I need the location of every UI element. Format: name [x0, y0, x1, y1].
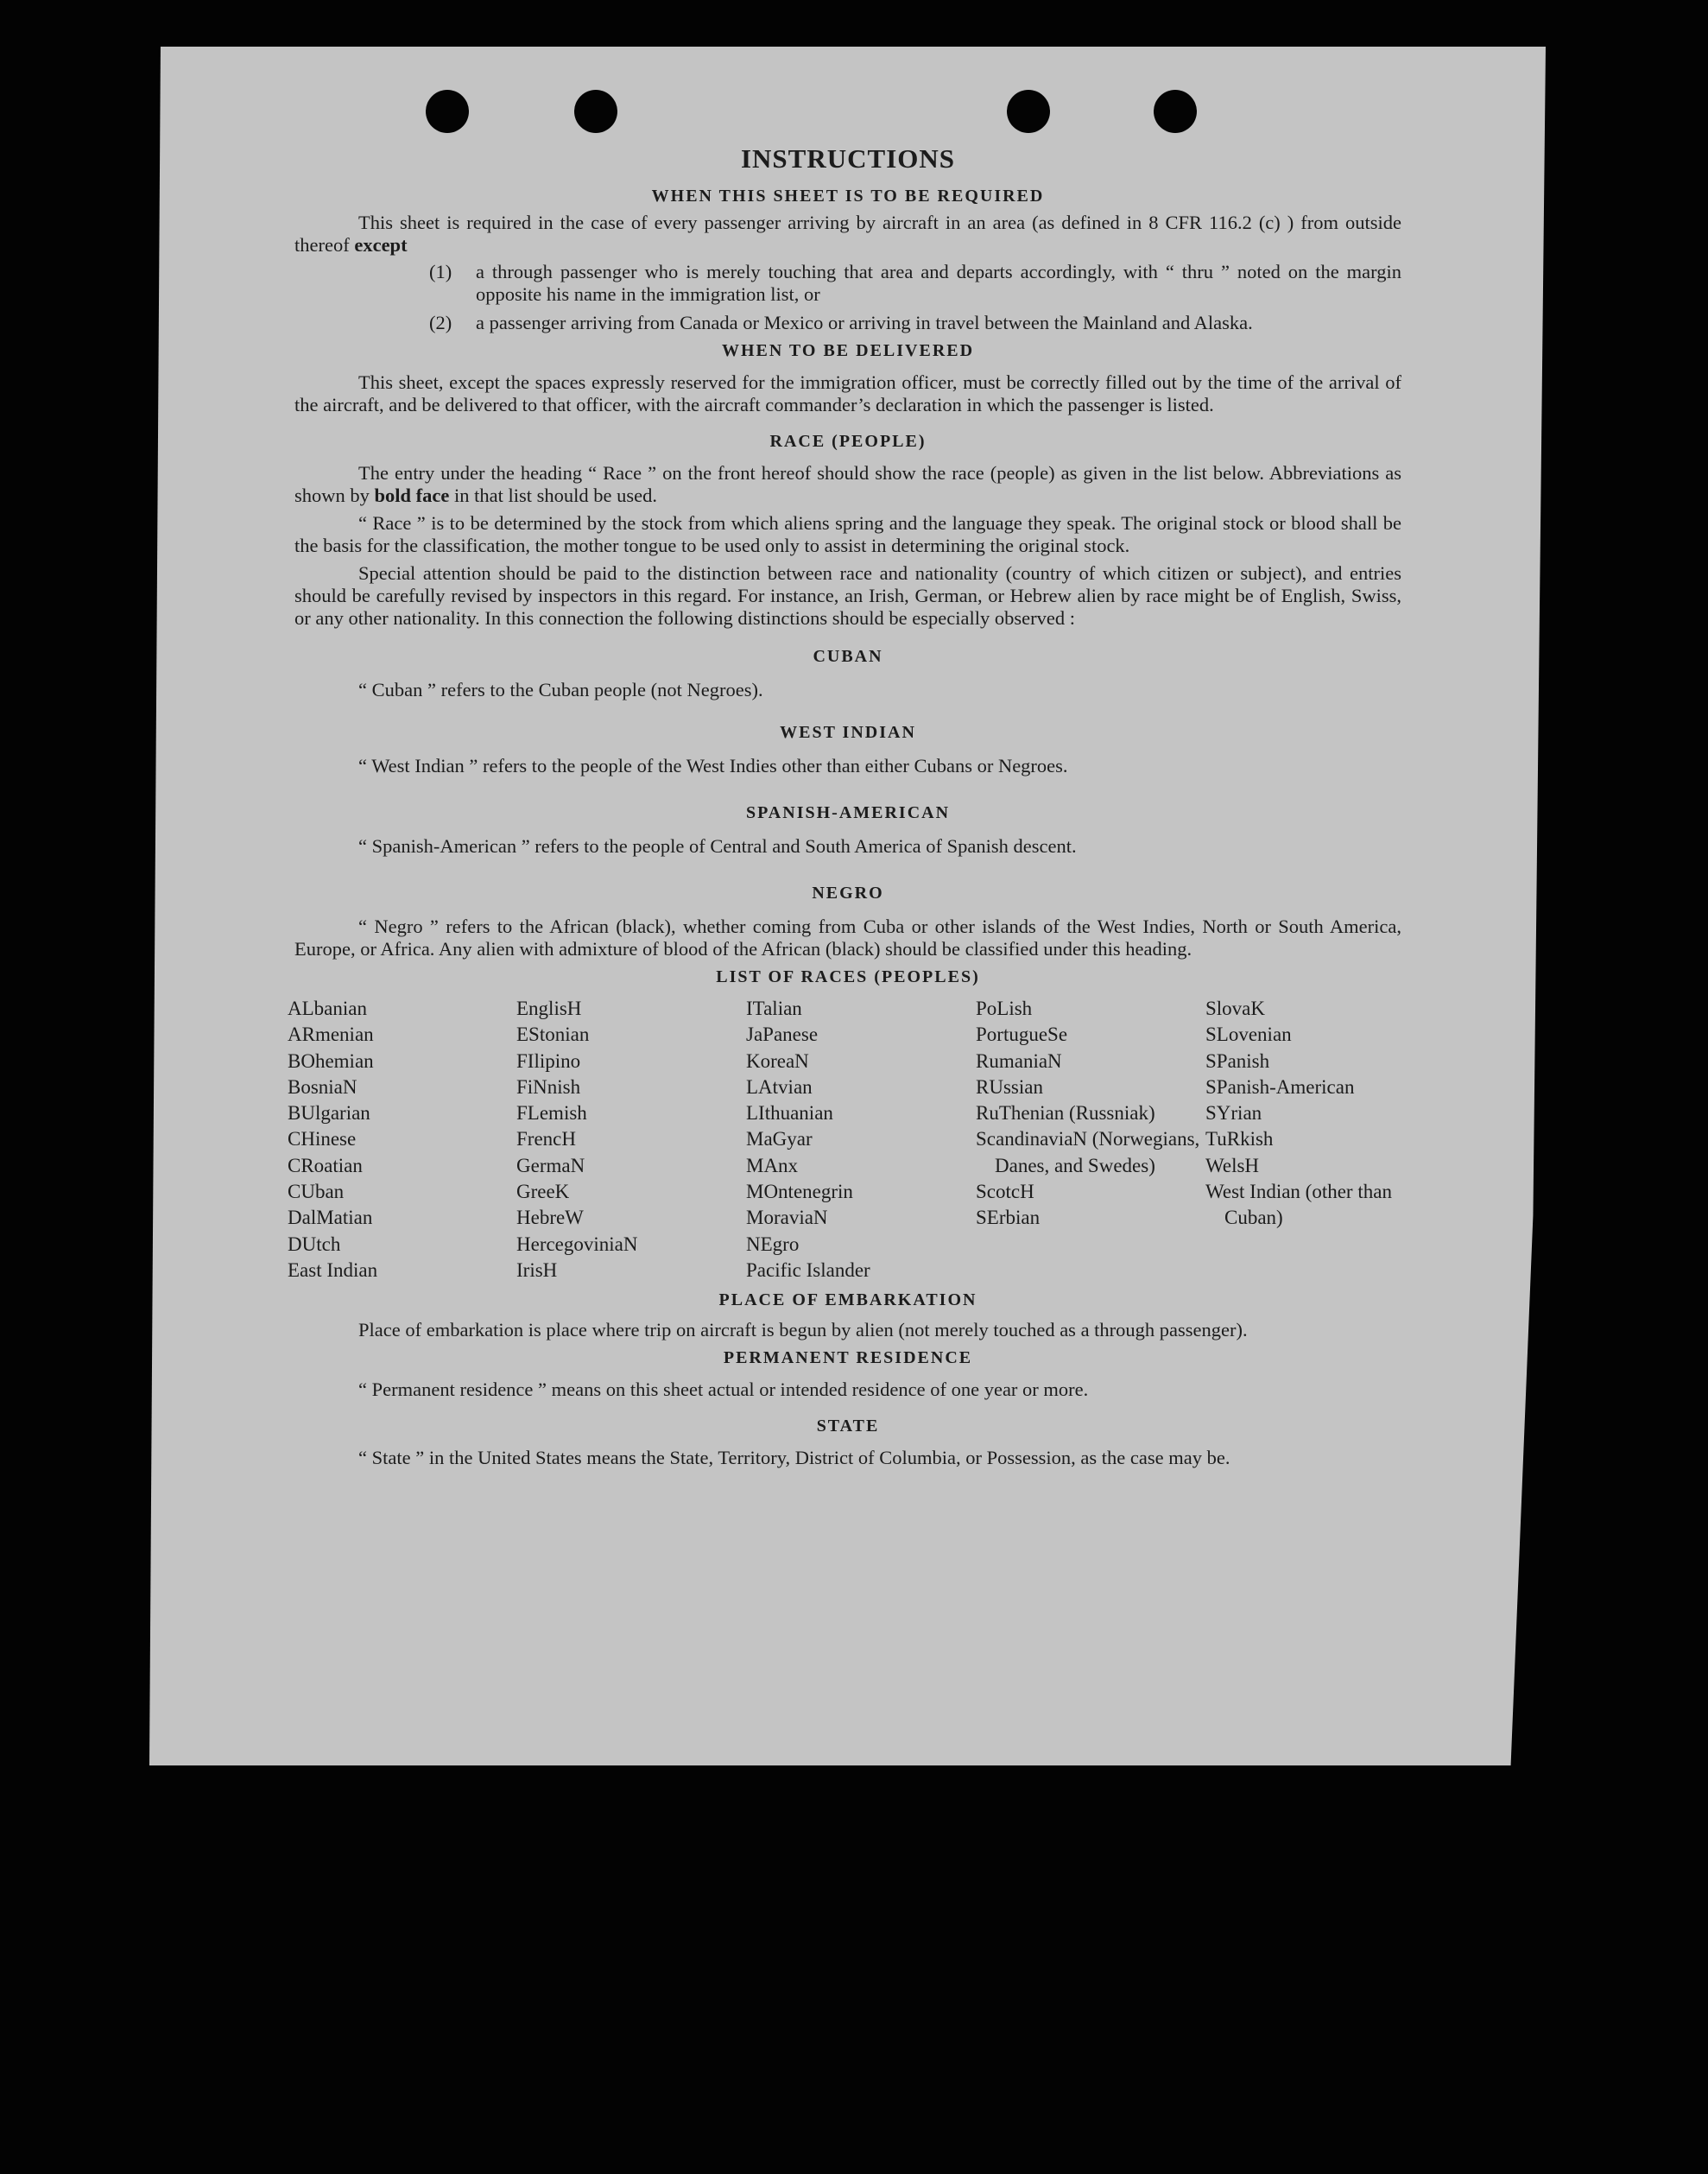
race-entry: FiNnish [516, 1075, 581, 1098]
races-column-4 [976, 996, 1205, 1283]
section-heading-state: STATE [816, 1417, 880, 1436]
section-heading-race: RACE (PEOPLE) [769, 432, 927, 451]
race-entry: ITalian [746, 998, 802, 1019]
race-entry: HebreW [516, 1207, 584, 1229]
race-entry: JaPanese [746, 1024, 819, 1046]
race-entry: RumaniaN [976, 1049, 1062, 1072]
exception-item-2: (2) a passenger arriving from Canada or Mexico or arriving in travel between the Mainland and Alaska. [429, 312, 1253, 333]
race-entry: MOntenegrin [746, 1181, 853, 1203]
section-heading-cuban: CUBAN [813, 647, 883, 666]
race-entry: ARmenian [288, 1024, 374, 1046]
race-entry: SErbian [976, 1207, 1041, 1229]
race-entry: WelsH [1205, 1154, 1260, 1176]
races-list [288, 996, 1401, 1283]
document-content [288, 143, 1401, 1469]
section-heading-residence: PERMANENT RESIDENCE [723, 1348, 973, 1368]
punch-hole [1154, 90, 1197, 133]
race-entry: IrisH [516, 1258, 558, 1281]
race-entry: SPanish-American [1205, 1075, 1355, 1098]
race-entry: DalMatian [288, 1207, 373, 1229]
race-entry: PortugueSe [976, 1024, 1068, 1046]
punch-hole [1007, 90, 1050, 133]
race-entry: Pacific Islander [746, 1258, 870, 1281]
race-entry: RUssian [976, 1075, 1043, 1098]
races-column-5 [1205, 996, 1413, 1283]
race-entry: SYrian [1205, 1102, 1262, 1125]
race-entry: TuRkish [1205, 1128, 1274, 1150]
race-entry: SlovaK [1205, 998, 1265, 1019]
race-entry: MoraviaN [746, 1207, 828, 1229]
race-entry: West Indian (other than Cuban) [1205, 1181, 1392, 1229]
race-entry: ALbanian [288, 998, 367, 1019]
races-column-3 [746, 996, 976, 1283]
race-entry: LIthuanian [746, 1102, 833, 1125]
punch-hole [574, 90, 617, 133]
required-paragraph: This sheet is required in the case of every passenger arriving by aircraft in an area (as defined in 8 CFR 116.2 (c) ) from outside thereof except [294, 212, 1401, 256]
race-entry: HercegoviniaN [516, 1233, 638, 1255]
race-entry: RuThenian (Russniak) [976, 1102, 1155, 1125]
race-entry: EStonian [516, 1024, 590, 1046]
section-heading-spanish-american: SPANISH-AMERICAN [745, 803, 951, 822]
race-entry: MaGyar [746, 1128, 813, 1150]
race-entry: LAtvian [746, 1075, 813, 1098]
race-paragraph-2: “ Race ” is to be determined by the stock from which aliens spring and the language they speak. The original stock or blood shall be the basis for the classification, the mother tongue to be used only to assist in determining the original stock. [294, 512, 1401, 556]
race-entry: CHinese [288, 1128, 357, 1150]
race-paragraph-3: Special attention should be paid to the distinction between race and nationality (country of which citizen or subject), and entries should be carefully revised by inspectors in this regard. For instance, an Irish, German, or Hebrew alien by race might be of English, Swiss, or any other nationality. In this connection the following distinctions should be especially observed : [294, 562, 1401, 629]
race-entry: CUban [288, 1181, 345, 1203]
race-entry: DUtch [288, 1233, 341, 1255]
race-entry: BosniaN [288, 1075, 357, 1098]
race-entry: KoreaN [746, 1049, 809, 1072]
cuban-paragraph: “ Cuban ” refers to the Cuban people (not Negroes). [358, 679, 763, 700]
race-entry: MAnx [746, 1154, 799, 1176]
races-column-2 [516, 996, 746, 1283]
race-entry: FIlipino [516, 1049, 581, 1072]
delivered-paragraph: This sheet, except the spaces expressly reserved for the immigration officer, must be correctly filled out by the time of the arrival of the aircraft, and be delivered to that officer, with the aircraft commander’s declaration in which the passenger is listed. [294, 371, 1401, 415]
race-entry: ScandinaviaN (Norwegians, Danes, and Swedes) [976, 1128, 1200, 1176]
negro-paragraph: “ Negro ” refers to the African (black), whether coming from Cuba or other islands of the West Indies, North or South America, Europe, or Africa. Any alien with admixture of blood of the African (black) should be classified under this heading. [294, 916, 1401, 960]
section-heading-west-indian: WEST INDIAN [780, 723, 916, 742]
race-entry: BOhemian [288, 1049, 374, 1072]
race-entry: GermaN [516, 1154, 585, 1176]
residence-paragraph: “ Permanent residence ” means on this sheet actual or intended residence of one year or more. [358, 1379, 1089, 1401]
section-heading-races-list: LIST OF RACES (PEOPLES) [716, 967, 980, 986]
race-entry: SPanish [1205, 1049, 1270, 1072]
state-paragraph: “ State ” in the United States means the State, Territory, District of Columbia, or Possession, as the case may be. [358, 1447, 1230, 1469]
west-indian-paragraph: “ West Indian ” refers to the people of the West Indies other than either Cubans or Negroes. [358, 755, 1068, 776]
race-entry: SLovenian [1205, 1024, 1292, 1046]
race-entry: East Indian [288, 1258, 378, 1281]
race-entry: ScotcH [976, 1181, 1034, 1203]
races-column-1 [288, 996, 516, 1283]
race-entry: FrencH [516, 1128, 576, 1150]
exception-item-1: (1) a through passenger who is merely touching that area and departs accordingly, with “ thru ” noted on the margin opposite his name in the immigration list, or [429, 261, 1401, 305]
section-heading-required: WHEN THIS SHEET IS TO BE REQUIRED [651, 187, 1045, 206]
race-entry: EnglisH [516, 998, 582, 1019]
race-entry: NEgro [746, 1233, 800, 1255]
race-paragraph-1: The entry under the heading “ Race ” on the front hereof should show the race (people) as given in the list below. Abbreviations as shown by bold face in that list should be used. [294, 462, 1401, 506]
race-entry: BUlgarian [288, 1102, 370, 1125]
race-entry: GreeK [516, 1181, 570, 1203]
race-entry: FLemish [516, 1102, 587, 1125]
punch-hole [426, 90, 469, 133]
race-entry: PoLish [976, 998, 1033, 1019]
section-heading-delivered: WHEN TO BE DELIVERED [721, 341, 975, 360]
page-title: INSTRUCTIONS [740, 143, 955, 174]
embarkation-paragraph: Place of embarkation is place where trip on aircraft is begun by alien (not merely touched as a through passenger). [358, 1319, 1248, 1341]
section-heading-negro: NEGRO [812, 884, 884, 903]
race-entry: CRoatian [288, 1154, 363, 1176]
section-heading-embarkation: PLACE OF EMBARKATION [718, 1290, 977, 1310]
spanish-american-paragraph: “ Spanish-American ” refers to the people of Central and South America of Spanish descent. [358, 835, 1077, 857]
